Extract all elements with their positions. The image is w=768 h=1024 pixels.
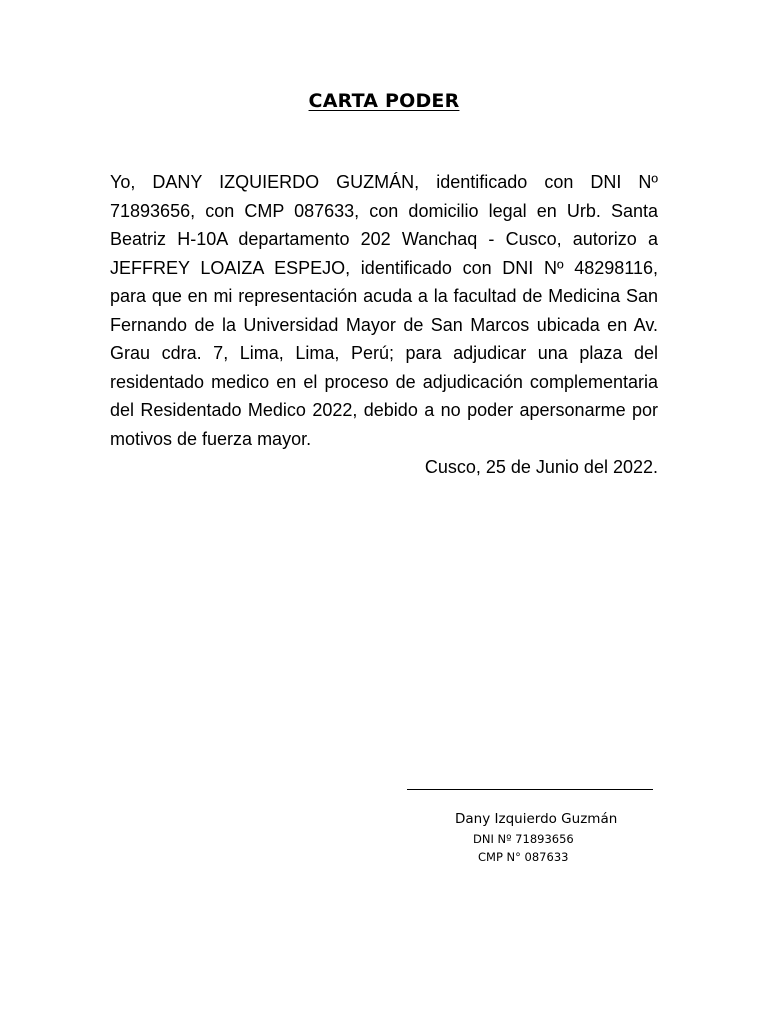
signatory-name: Dany Izquierdo Guzmán	[455, 811, 618, 827]
signatory-cmp: CMP N° 087633	[478, 850, 569, 864]
signatory-dni: DNI Nº 71893656	[473, 832, 574, 846]
letter-body: Yo, DANY IZQUIERDO GUZMÁN, identificado con DNI Nº 71893656, con CMP 087633, con domicilio legal en Urb. Santa Beatriz H-10A departamento 202 Wanchaq - Cusco, autorizo a JEFFREY LOAIZA ESPEJO, identificado con DNI Nº 48298116, para que en mi representación acuda a la facultad de Medicina San Fernando de la Universidad Mayor de San Marcos ubicada en Av. Grau cdra. 7, Lima, Lima, Perú; para adjudicar una plaza del residentado medico en el proceso de adjudicación complementaria del Residentado Medico 2022, debido a no poder apersonarme por motivos de fuerza mayor.	[110, 172, 658, 449]
document-title: CARTA PODER	[308, 90, 460, 112]
signature-line	[407, 789, 653, 790]
date-line: Cusco, 25 de Junio del 2022.	[424, 457, 658, 477]
